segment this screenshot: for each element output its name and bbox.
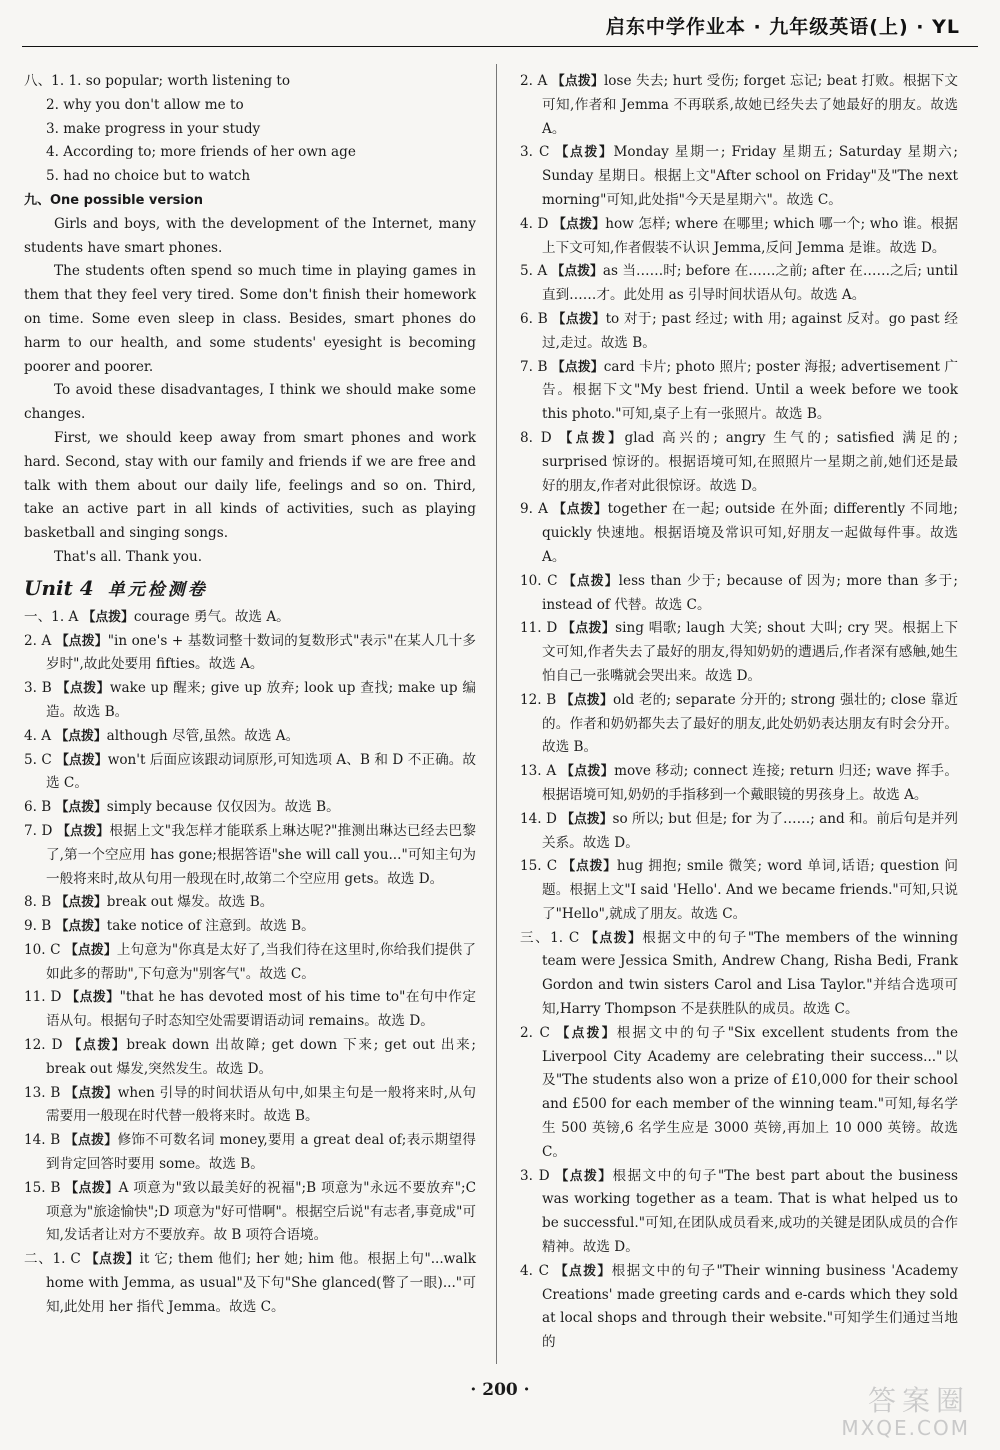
hint-tag: 【点拨】 <box>560 692 614 708</box>
answer-item <box>520 70 958 141</box>
sec8-line: 八、1. 1. so popular; worth listening to <box>24 73 291 89</box>
answer-explanation: "that he has devoted most of his time to"在句中作定语从句。根据句子时态知空处需要谓语动词 remains。故选 D。 <box>46 989 476 1030</box>
hint-tag: 【点拨】 <box>68 1038 127 1054</box>
answer-item <box>24 677 476 725</box>
hint-tag: 【点拨】 <box>561 764 615 780</box>
answer-item <box>24 606 476 630</box>
hint-tag: 【点拨】 <box>553 216 606 232</box>
unit-subtitle: 单元检测卷 <box>107 579 208 600</box>
answer-item <box>520 213 958 261</box>
answer-explanation: as 当……时; before 在……之前; after 在……之后; until 直到……才。此处用 as 引导时间状语从句。故选 A。 <box>542 263 959 304</box>
answer-explanation: 根据上文"我怎样才能联系上琳达呢?"推测出琳达已经去巴黎了,第一个空应用 has gone;根据答语"she will call you..."可知主句为一般将来时,故从句用一般现在时,故第二个空应用 gets。故选 D。 <box>46 822 477 887</box>
answer-item <box>24 939 476 987</box>
answer-item <box>520 689 958 760</box>
sec8-line: 5. had no choice but to watch <box>46 168 251 185</box>
essay-paragraph: Girls and boys, with the development of the Internet, many students have smart phones. <box>24 215 476 256</box>
answer-explanation: sing 唱歌; laugh 大笑; shout 大叫; cry 哭。根据上下文可知,作者失去了最好的朋友,得知奶奶的遭遇后,作者深有感触,她生怕自己一张嘴就会哭出来。故选 D。 <box>542 620 958 684</box>
answer-key: 10. C <box>24 941 65 958</box>
answer-item <box>520 760 958 808</box>
answer-item <box>24 749 476 797</box>
answer-explanation: won't 后面应该跟动词原形,可知选项 A、B 和 D 不正确。故选 C。 <box>46 751 477 792</box>
hint-tag: 【点拨】 <box>554 1263 612 1279</box>
answer-explanation: card 卡片; photo 照片; poster 海报; advertisement 广告。根据下文"My best friend. Until a week before we took this photo."可知,桌子上有一张照片。故选 B。 <box>542 358 958 423</box>
hint-tag: 【点拨】 <box>55 633 108 649</box>
essay-paragraph: That's all. Thank you. <box>54 548 203 565</box>
answer-explanation: break down 出故障; get down 下来; get out 出来; break out 爆发,突然发生。故选 D。 <box>46 1037 476 1077</box>
answer-key: 3. C <box>520 144 556 161</box>
answer-explanation: courage 勇气。故选 A。 <box>133 608 290 625</box>
answer-key: 8. D <box>520 429 560 446</box>
answer-key: 2. C <box>520 1024 557 1041</box>
hint-tag: 【点拨】 <box>551 359 604 375</box>
hint-tag: 【点拨】 <box>57 823 110 839</box>
answer-explanation: old 老的; separate 分开的; strong 强壮的; close 靠近的。作者和奶奶都失去了最好的朋友,此处奶奶表达朋友有时会分开。故选 B。 <box>542 691 959 756</box>
hint-tag: 【点拨】 <box>55 895 107 911</box>
hint-tag: 【点拨】 <box>82 609 134 625</box>
column-divider <box>496 64 497 1364</box>
answer-explanation: how 怎样; where 在哪里; which 哪一个; who 谁。根据上下文可知,作者假装不认识 Jemma,反问 Jemma 是谁。故选 D。 <box>542 215 959 256</box>
answer-item <box>520 1165 958 1260</box>
answer-explanation: when 引导的时间状语从句中,如果主句是一般将来时,从句需要用一般现在时代替一般将来时。故选 B。 <box>46 1084 476 1125</box>
answer-explanation: less than 少于; because of 因为; more than 多于; instead of 代替。故选 C。 <box>542 572 958 613</box>
answer-item <box>24 1129 476 1177</box>
answer-explanation: Monday 星期一; Friday 星期五; Saturday 星期六; Sunday 星期日。根据上文"After school on Friday"及"The next morning"可知,此处指"今天是星期六"。故选 C。 <box>542 144 958 208</box>
essay-paragraph: The students often spend so much time in playing games in them that they feel very tired. Some don't finish their homework on time. Some even sleep in class. Besides, smart phones do harm to our health, and some students' eyesight is becoming poorer and poorer. <box>24 263 476 375</box>
answer-key: 11. D <box>520 620 563 637</box>
sec8-line: 3. make progress in your study <box>46 120 261 137</box>
hint-tag: 【点拨】 <box>65 1180 119 1196</box>
answer-key: 4. A <box>24 727 56 744</box>
answer-item <box>520 1022 958 1165</box>
answer-key: 7. B <box>520 358 552 375</box>
hint-tag: 【点拨】 <box>561 811 613 827</box>
watermark-url: MXQE.COM <box>841 1416 970 1440</box>
answer-item <box>24 891 476 915</box>
answer-explanation: to 对于; past 经过; with 用; against 反对。go past 经过,走过。故选 B。 <box>542 310 959 351</box>
hint-tag: 【点拨】 <box>553 502 608 518</box>
unit-title: Unit 4 <box>24 575 94 600</box>
left-column <box>24 70 476 1320</box>
hint-tag: 【点拨】 <box>562 573 619 589</box>
answer-key: 8. B <box>24 894 56 911</box>
answer-key: 2. A <box>24 632 56 649</box>
unit-heading <box>24 574 476 604</box>
answer-explanation: 根据文中的句子"The best part about the business was working together as a team. That is what helped us to be successful."可知,在团队成员看来,成功的关键是团队成员的合作精神。故选 D。 <box>542 1167 959 1256</box>
answer-item <box>520 308 958 356</box>
answer-key: 二、1. C <box>24 1251 86 1268</box>
hint-tag: 【点拨】 <box>65 1085 118 1101</box>
answer-item <box>520 1260 958 1355</box>
answer-key: 15. B <box>24 1179 66 1196</box>
answer-key: 4. D <box>520 215 554 232</box>
watermark-logo <box>790 1385 970 1441</box>
hint-tag: 【点拨】 <box>562 621 616 637</box>
hint-tag: 【点拨】 <box>55 800 107 816</box>
answer-key: 3. D <box>520 1167 556 1184</box>
page-header <box>0 0 1000 58</box>
answer-explanation: wake up 醒来; give up 放弃; look up 查找; make up 编造。故选 B。 <box>46 680 476 720</box>
answer-key: 13. A <box>520 763 562 780</box>
answer-key: 4. C <box>520 1262 555 1279</box>
hint-tag: 【点拨】 <box>66 990 120 1006</box>
header-rule <box>22 46 978 47</box>
answer-explanation: take notice of 注意到。故选 B。 <box>106 918 315 935</box>
hint-tag: 【点拨】 <box>56 752 108 768</box>
answer-explanation: together 在一起; outside 在外面; differently 不同地; quickly 快速地。根据语境及常识可知,好朋友一起做每件事。故选 A。 <box>542 501 959 565</box>
hint-tag: 【点拨】 <box>55 919 107 935</box>
hint-tag: 【点拨】 <box>65 942 117 958</box>
answer-explanation: 根据文中的句子"The members of the winning team were Jessica Smith, Andrew Chang, Risha Bedi, Frank Gordon and twin sisters Carol and Lisa Taylor."并结合选项可知,Harry Thompson 不是获胜队的成员。故选 C。 <box>542 929 959 1018</box>
answer-item <box>24 820 476 891</box>
hint-tag: 【点拨】 <box>64 1133 118 1149</box>
answer-explanation: 修饰不可数名词 money,要用 a great deal of;表示期望得到肯定回答时要用 some。故选 B。 <box>46 1132 476 1173</box>
hint-tag: 【点拨】 <box>562 859 617 875</box>
answer-key: 5. A <box>520 263 552 280</box>
hint-tag: 【点拨】 <box>56 681 110 697</box>
answer-key: 15. C <box>520 858 563 875</box>
page-number: · 200 · <box>470 1380 530 1400</box>
essay-paragraph: To avoid these disadvantages, I think we should make some changes. <box>24 382 476 423</box>
answer-key: 一、1. A <box>24 608 83 625</box>
answer-key: 9. A <box>520 501 554 518</box>
hint-tag: 【点拨】 <box>55 728 107 744</box>
answer-item <box>520 141 958 212</box>
answer-item <box>520 617 958 688</box>
answer-key: 6. B <box>24 799 56 816</box>
answer-key: 三、1. C <box>520 929 586 946</box>
answer-key: 14. B <box>24 1132 65 1149</box>
sec8-line: 2. why you don't allow me to <box>46 96 244 113</box>
answer-item <box>24 630 476 678</box>
essay-title: 九、One possible version <box>24 192 204 208</box>
answer-key: 7. D <box>24 822 58 839</box>
answer-item <box>24 1248 476 1319</box>
hint-tag: 【点拨】 <box>585 930 643 946</box>
answer-item <box>520 356 958 427</box>
hint-tag: 【点拨】 <box>552 311 606 327</box>
hint-tag: 【点拨】 <box>551 74 604 89</box>
header-title: 启东中学作业本 · 九年级英语(上) · YL <box>605 16 960 38</box>
hint-tag: 【点拨】 <box>85 1252 140 1268</box>
answer-key: 10. C <box>520 572 563 589</box>
answer-item <box>520 927 958 1022</box>
answer-item <box>520 498 958 569</box>
answer-explanation: "in one's + 基数词整十数词的复数形式"表示"在某人几十多岁时",故此处要用 fifties。故选 A。 <box>46 632 476 673</box>
sec8-line: 4. According to; more friends of her own age <box>46 144 356 161</box>
answer-key: 13. B <box>24 1084 66 1101</box>
answer-item <box>24 1034 476 1082</box>
hint-tag: 【点拨】 <box>555 145 614 161</box>
left-answer-list <box>24 606 476 1320</box>
answer-item <box>24 986 476 1034</box>
hint-tag: 【点拨】 <box>559 430 625 446</box>
answer-explanation: move 移动; connect 连接; return 归还; wave 挥手。根据语境可知,奶奶的手指移到一个戴眼镜的男孩身上。故选 A。 <box>542 763 959 803</box>
answer-explanation: 根据文中的句子"Their winning business 'Academy Creations' made greeting cards and e-cards which they sold at local shops and through their website."可知学生们通过当地的 <box>542 1262 959 1351</box>
answer-explanation: break out 爆发。故选 B。 <box>106 894 274 911</box>
hint-tag: 【点拨】 <box>556 1025 617 1041</box>
essay-paragraph: First, we should keep away from smart phones and work hard. Second, stay with our family and friends if we are free and talk with them about our daily life, feelings and so on. Third, take an active part in all kinds of activities, such as playing basketball and singing songs. <box>24 429 476 542</box>
answer-explanation: A 项意为"致以最美好的祝福";B 项意为"永远不要放弃";C 项意为"旅途愉快";D 项意为"好可惜啊"。根据空后说"有志者,事竟成"可知,发话者让对方不要放弃。故 B 项符合语境。 <box>46 1179 476 1244</box>
answer-item <box>24 796 476 820</box>
hint-tag: 【点拨】 <box>555 1168 613 1184</box>
answer-item <box>520 260 958 308</box>
answer-key: 12. B <box>520 691 561 708</box>
answer-key: 14. D <box>520 810 562 827</box>
answer-explanation: 上句意为"你真是太好了,当我们待在这里时,你给我们提供了如此多的帮助",下句意为"别客气"。故选 C。 <box>46 941 476 982</box>
answer-explanation: hug 拥抱; smile 微笑; word 单词,话语; question 问题。根据上文"I said 'Hello'. And we became friends."可知,只说了"Hello",就成了朋友。故选 C。 <box>542 858 959 922</box>
hint-tag: 【点拨】 <box>551 264 603 280</box>
answer-key: 12. D <box>24 1037 69 1054</box>
answer-key: 11. D <box>24 989 67 1006</box>
answer-item <box>520 855 958 926</box>
answer-explanation: 根据文中的句子"Six excellent students from the Liverpool City Academy are celebrating their success..."以及"The students also won a prize of £10,000 for their school and £500 for each member of the winning team."可知,每名学生 500 英镑,6 名学生应是 3000 英镑,再加上 10 000 英镑。故选 C。 <box>542 1024 958 1160</box>
answer-explanation: simply because 仅仅因为。故选 B。 <box>106 799 340 816</box>
answer-item <box>24 1082 476 1130</box>
answer-explanation: lose 失去; hurt 受伤; forget 忘记; beat 打败。根据下文可知,作者和 Jemma 不再联系,故她已经失去了她最好的朋友。故选 A。 <box>542 73 959 137</box>
answer-key: 5. C <box>24 751 57 768</box>
right-column <box>520 70 958 1355</box>
watermark-text: 答案圈 <box>867 1384 970 1417</box>
answer-explanation: it 它; them 他们; her 她; him 他。根据上句"...walk home with Jemma, as usual"及下句"She glanced(瞥了一眼)..."可知,此处用 her 指代 Jemma。故选 C。 <box>46 1251 477 1315</box>
answer-item <box>520 570 958 618</box>
answer-explanation: so 所以; but 但是; for 为了……; and 和。前后句是并列关系。故选 D。 <box>542 810 959 851</box>
answer-key: 3. B <box>24 680 57 697</box>
answer-key: 6. B <box>520 310 553 327</box>
answer-key: 9. B <box>24 918 56 935</box>
answer-item <box>24 1177 476 1248</box>
answer-item <box>520 427 958 498</box>
answer-explanation: glad 高兴的; angry 生气的; satisfied 满足的; surprised 惊讶的。根据语境可知,在照照片一星期之前,她们还是最好的朋友,作者对此很惊讶。故选 D。 <box>542 429 959 494</box>
answer-explanation: although 尽管,虽然。故选 A。 <box>106 727 300 744</box>
answer-item <box>520 808 958 856</box>
right-answer-list <box>520 70 958 1355</box>
answer-item <box>24 725 476 749</box>
answer-key: 2. A <box>520 73 552 89</box>
answer-item <box>24 915 476 939</box>
